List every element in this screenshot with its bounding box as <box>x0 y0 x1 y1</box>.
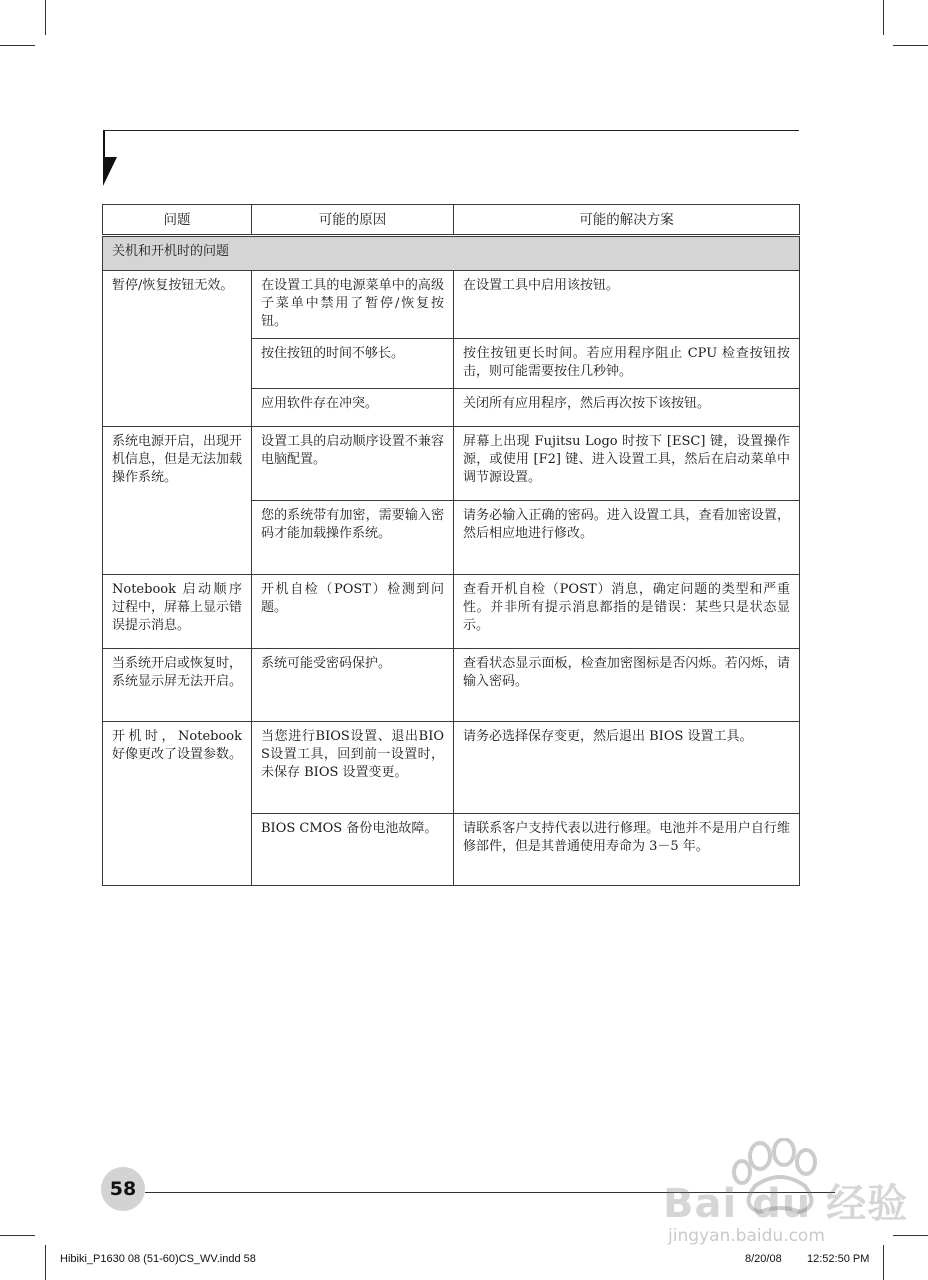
table-row <box>103 575 800 649</box>
problem-cell: 系统电源开启，出现开机信息，但是无法加载操作系统。 <box>103 427 252 575</box>
crop-mark <box>45 1245 46 1280</box>
footer-date: 8/20/08 <box>745 1253 782 1265</box>
header-rule <box>103 130 799 131</box>
troubleshooting-table <box>102 204 800 886</box>
table-header-row <box>103 205 800 236</box>
table-row <box>103 649 800 722</box>
footer-time: 12:52:50 PM <box>807 1253 870 1265</box>
cause-cell: 开机自检（POST）检测到问题。 <box>252 575 454 649</box>
header-cause: 可能的原因 <box>252 205 454 236</box>
header-problem: 问题 <box>103 205 252 236</box>
header-wedge <box>103 131 117 186</box>
header-solution: 可能的解决方案 <box>454 205 800 236</box>
cause-cell: 在设置工具的电源菜单中的高级子菜单中禁用了暂停/恢复按钮。 <box>252 271 454 339</box>
crop-mark <box>893 45 928 46</box>
cause-cell: 应用软件存在冲突。 <box>252 389 454 427</box>
crop-mark <box>45 0 46 35</box>
page-number: 58 <box>101 1167 145 1211</box>
solution-cell: 在设置工具中启用该按钮。 <box>454 271 800 339</box>
solution-cell: 按住按钮更长时间。若应用程序阻止 CPU 检查按钮按击，则可能需要按住几秒钟。 <box>454 339 800 389</box>
crop-mark <box>883 0 884 35</box>
watermark-url: jingyan.baidu.com <box>668 1226 825 1246</box>
solution-cell: 查看开机自检（POST）消息，确定问题的类型和严重性。并非所有提示消息都指的是错误：某些只是状态显示。 <box>454 575 800 649</box>
solution-cell: 请联系客户支持代表以进行修理。电池并不是用户自行维修部件，但是其普通使用寿命为 3－5 年。 <box>454 814 800 886</box>
solution-cell: 查看状态显示面板，检查加密图标是否闪烁。若闪烁，请输入密码。 <box>454 649 800 722</box>
cause-cell: 您的系统带有加密，需要输入密码才能加载操作系统。 <box>252 501 454 575</box>
table-row <box>103 427 800 501</box>
solution-cell: 关闭所有应用程序，然后再次按下该按钮。 <box>454 389 800 427</box>
cause-cell: BIOS CMOS 备份电池故障。 <box>252 814 454 886</box>
crop-mark <box>0 45 35 46</box>
cause-cell: 按住按钮的时间不够长。 <box>252 339 454 389</box>
cause-cell: 当您进行BIOS设置、退出BIOS设置工具，回到前一设置时，未保存 BIOS 设置变更。 <box>252 722 454 814</box>
cause-cell: 系统可能受密码保护。 <box>252 649 454 722</box>
footer-file-info: Hibiki_P1630 08 (51-60)CS_WV.indd 58 <box>60 1253 256 1265</box>
solution-cell: 屏幕上出现 Fujitsu Logo 时按下 [ESC] 键，设置操作源，或使用 [F2] 键、进入设置工具，然后在启动菜单中调节源设置。 <box>454 427 800 501</box>
watermark-brand: Bai du 经验 <box>663 1181 909 1227</box>
solution-cell: 请务必输入正确的密码。进入设置工具，查看加密设置，然后相应地进行修改。 <box>454 501 800 575</box>
solution-cell: 请务必选择保存变更，然后退出 BIOS 设置工具。 <box>454 722 800 814</box>
crop-mark <box>0 1235 35 1236</box>
problem-cell: Notebook 启动顺序过程中，屏幕上显示错误提示消息。 <box>103 575 252 649</box>
table-row <box>103 722 800 814</box>
table-row <box>103 271 800 339</box>
cause-cell: 设置工具的启动顺序设置不兼容电脑配置。 <box>252 427 454 501</box>
problem-cell: 当系统开启或恢复时，系统显示屏无法开启。 <box>103 649 252 722</box>
problem-cell: 开机时，Notebook 好像更改了设置参数。 <box>103 722 252 886</box>
section-row <box>103 236 800 271</box>
problem-cell: 暂停/恢复按钮无效。 <box>103 271 252 427</box>
section-title: 关机和开机时的问题 <box>103 236 800 271</box>
